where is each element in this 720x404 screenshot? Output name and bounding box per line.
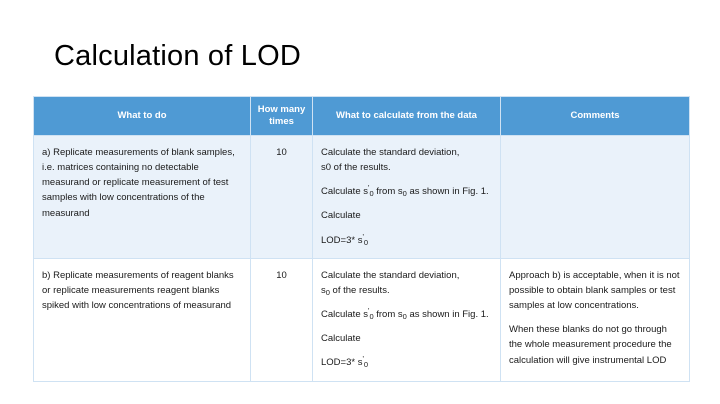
calc-text-mid: from s — [373, 309, 403, 321]
prime-mark-2: ' — [362, 354, 364, 364]
cell-calculate-b — [313, 258, 501, 381]
lod-table-container — [33, 96, 689, 382]
calc-text-post: of the results. — [329, 284, 390, 296]
table-row — [34, 258, 690, 381]
page-title: Calculation of LOD — [54, 40, 301, 72]
cell-what-to-do-b: b) Replicate measurements of reagent blanks or replicate measurements reagent blanks spiked with low concentrations of measurand — [34, 258, 251, 381]
subscript-zero-3: 0 — [402, 312, 407, 322]
calc-paragraph-1 — [321, 145, 492, 175]
calc-line-1: Calculate the standard deviation, — [321, 269, 460, 281]
cell-comments-b — [501, 258, 690, 381]
lod-table — [33, 96, 690, 382]
calc-text: Calculate s — [321, 186, 368, 198]
calc-paragraph-4 — [321, 355, 492, 370]
subscript-zero: 0 — [325, 287, 330, 297]
cell-how-many-times-b: 10 — [251, 258, 313, 381]
prime-mark: ' — [368, 306, 370, 316]
calc-paragraph-4 — [321, 233, 492, 248]
comment-paragraph-1: Approach b) is acceptable, when it is not possible to obtain blank samples or test samples at low concentrations. — [509, 269, 680, 312]
calc-paragraph-3: Calculate — [321, 333, 361, 345]
subscript-zero-2: 0 — [369, 312, 374, 322]
table-header-row — [34, 97, 690, 136]
table-row — [34, 135, 690, 258]
lod-formula-text: LOD=3* s — [321, 357, 363, 369]
cell-what-to-do-a: a) Replicate measurements of blank samples, i.e. matrices containing no detectable measurand or replicate measurement of test samples with low concentrations of the measurand — [34, 135, 251, 258]
calc-s-symbol: s — [321, 284, 326, 296]
subscript-zero-4: 0 — [363, 360, 369, 370]
calc-text-mid: from s — [373, 186, 403, 198]
comment-paragraph-2: When these blanks do not go through the whole measurement procedure the calculation will give instrumental LOD — [509, 324, 672, 366]
subscript-zero-3: 0 — [363, 237, 369, 247]
column-header-what-to-do: What to do — [34, 97, 251, 136]
prime-mark: ' — [368, 183, 370, 193]
subscript-zero: 0 — [369, 189, 374, 199]
column-header-comments: Comments — [501, 97, 690, 136]
calc-paragraph-3: Calculate — [321, 210, 361, 222]
cell-calculate-a — [313, 135, 501, 258]
calc-line-2: s0 of the results. — [321, 161, 391, 173]
calc-text: Calculate s — [321, 309, 368, 321]
calc-line-1: Calculate the standard deviation, — [321, 146, 460, 158]
calc-paragraph-2 — [321, 307, 492, 322]
calc-text-post: as shown in Fig. 1. — [406, 186, 489, 198]
column-header-how-many-times: How many times — [251, 97, 313, 136]
prime-mark-2: ' — [362, 231, 364, 241]
cell-comments-a — [501, 135, 690, 258]
calc-paragraph-2 — [321, 184, 492, 199]
lod-formula-text: LOD=3* s — [321, 234, 363, 246]
calc-line-2 — [321, 283, 492, 298]
column-header-what-to-calculate: What to calculate from the data — [313, 97, 501, 136]
cell-how-many-times-a: 10 — [251, 135, 313, 258]
calc-text-post: as shown in Fig. 1. — [406, 309, 489, 321]
subscript-zero-2: 0 — [402, 189, 407, 199]
calc-paragraph-1 — [321, 268, 492, 298]
